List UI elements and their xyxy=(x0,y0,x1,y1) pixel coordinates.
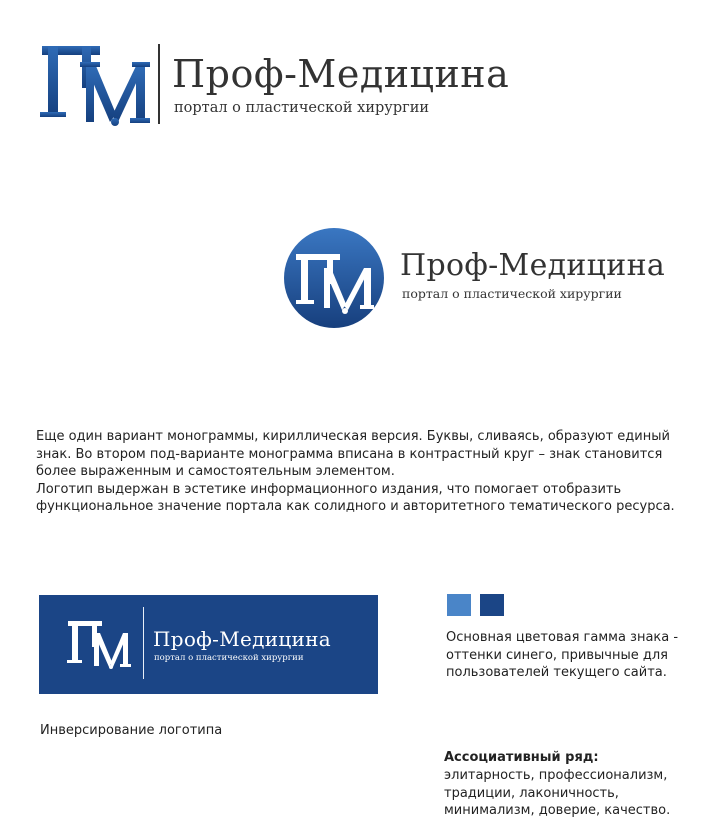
palette-description: Основная цветовая гамма знака - оттенки синего, привычные для пользователей текущего сайта. xyxy=(446,630,679,680)
logo-divider xyxy=(158,44,160,124)
color-swatch-dark xyxy=(480,594,504,616)
brand-name: Проф-Медицина xyxy=(400,248,666,283)
monogram-logo-inverted xyxy=(67,617,131,669)
logo-variant-1 xyxy=(40,40,520,130)
brand-tagline: портал о пластической хирургии xyxy=(174,100,430,116)
banner-divider xyxy=(143,607,144,679)
inverted-logo-banner xyxy=(39,595,378,694)
monogram-logo xyxy=(40,40,150,126)
brand-tagline-inverted: портал о пластической хирургии xyxy=(154,653,304,663)
description-text xyxy=(36,428,686,516)
description-paragraph: Еще один вариант монограммы, кириллическая версия. Буквы, сливаясь, образуют единый знак. Во втором под-варианте монограмма вписана в контрастный круг – знак становится более выраженным и самостоятельным элементом. xyxy=(36,429,670,479)
monogram-circle-logo xyxy=(284,228,384,328)
brand-name: Проф-Медицина xyxy=(172,52,510,96)
logo-variant-2 xyxy=(284,228,704,332)
color-swatch-light xyxy=(447,594,471,616)
associations-text: элитарность, профессионализм, традиции, лаконичность, минимализм, доверие, качество. xyxy=(444,768,671,818)
brand-tagline: портал о пластической хирургии xyxy=(402,286,622,301)
brand-name-inverted: Проф-Медицина xyxy=(153,627,332,651)
inverted-caption: Инверсирование логотипа xyxy=(40,723,223,738)
description-paragraph: Логотип выдержан в эстетике информационного издания, что помогает отобразить функциональное значение портала как солидного и авторитетного тематического ресурса. xyxy=(36,481,675,514)
associations-title: Ассоциативный ряд: xyxy=(444,750,599,765)
